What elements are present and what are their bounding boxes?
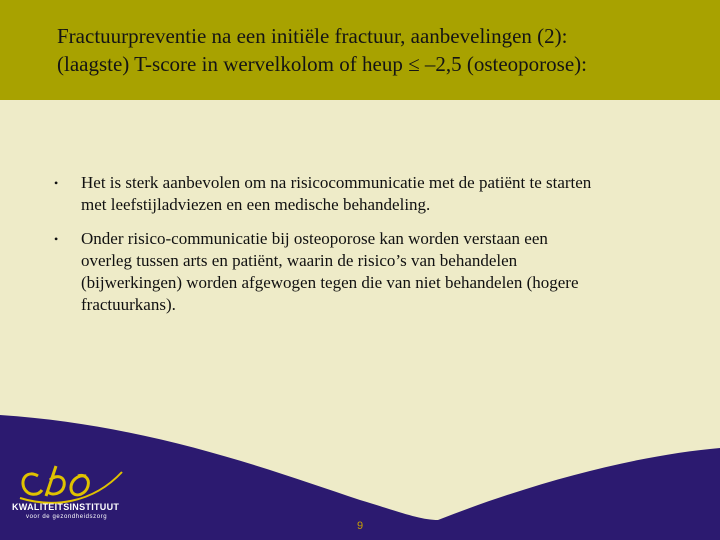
bullet-dot-icon: • [54,176,59,190]
bullet-line: Het is sterk aanbevolen om na risicocommunicatie met de patiënt te starten [81,173,592,192]
bullet-line: met leefstijladviezen en een medische behandeling. [81,195,431,214]
cbo-logo [12,462,136,528]
page-number: 9 [356,520,364,532]
slide-title-line-2: (laagste) T-score in wervelkolom of heup ≤ –2,5 (osteoporose): [57,52,587,76]
bullet-line: Onder risico-communicatie bij osteoporose kan worden verstaan een [81,229,548,248]
bullet-dot-icon: • [54,232,59,246]
logo-name: KWALITEITSINSTITUUT [12,502,120,512]
slide-title-line-1: Fractuurpreventie na een initiële fractuur, aanbevelingen (2): [57,24,568,48]
bullet-line: fractuurkans). [81,295,176,314]
bullet-line: overleg tussen arts en patiënt, waarin de risico’s van behandelen [81,251,518,270]
bullet-line: (bijwerkingen) worden afgewogen tegen die van niet behandelen (hogere [81,273,579,292]
logo-tagline: voor de gezondheidszorg [26,514,108,520]
